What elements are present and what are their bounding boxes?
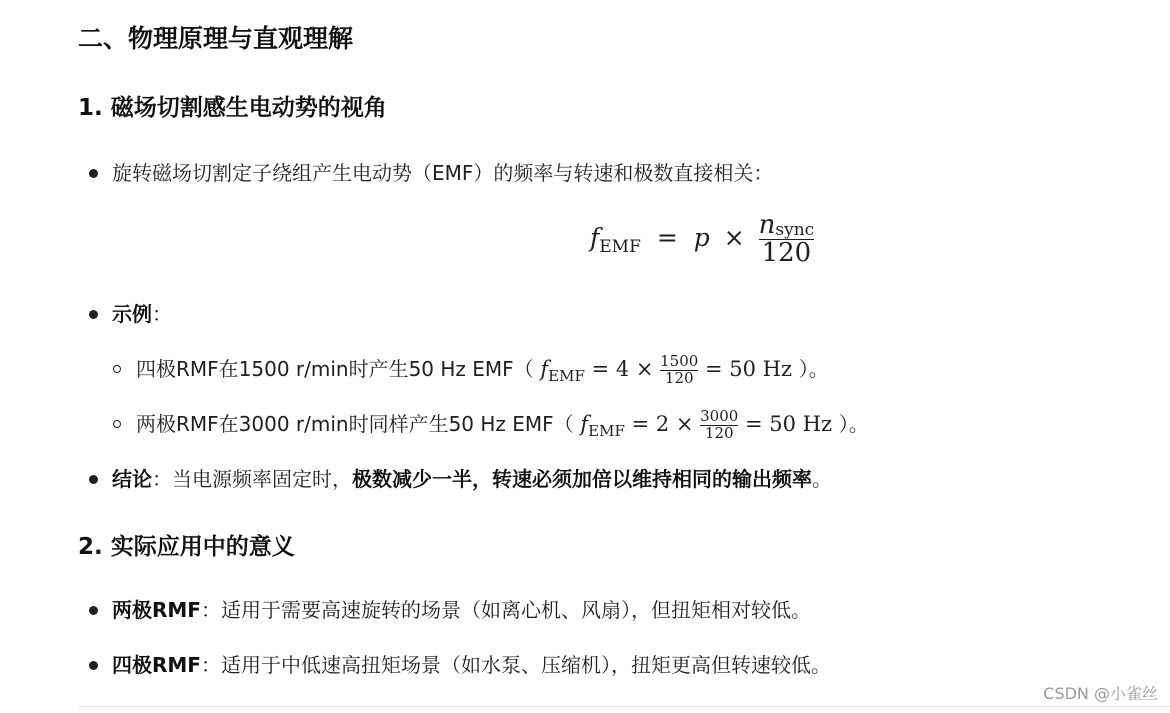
subsection-title-1: 1. 磁场切割感生电动势的视角 — [78, 95, 387, 121]
ex2-end: = 50 Hz — [738, 412, 833, 436]
formula-f: f — [590, 223, 600, 252]
two-pole-label: 两极RMF — [112, 598, 201, 622]
conclusion-end: 。 — [812, 467, 832, 491]
ex2-tail: ）。 — [838, 412, 869, 436]
divider — [78, 706, 1170, 707]
ex1-text: 四极RMF在1500 r/min时产生50 Hz EMF（ — [136, 357, 534, 381]
ex1-fraction — [660, 354, 698, 387]
example-colon: ： — [152, 302, 172, 326]
example-two-pole — [136, 409, 869, 442]
conclusion-plain: 当电源频率固定时， — [172, 467, 352, 491]
ex2-f-sub: EMF — [588, 422, 625, 440]
formula-emf — [590, 208, 814, 271]
four-pole-label: 四极RMF — [112, 653, 201, 677]
formula-den: 120 — [761, 238, 812, 268]
ex2-text: 两极RMF在3000 r/min时同样产生50 Hz EMF（ — [136, 412, 574, 436]
bullet-dot — [89, 606, 98, 615]
ex1-f: f — [540, 357, 549, 381]
conclusion-line — [112, 464, 832, 494]
bullet-emf-description: 旋转磁场切割定子绕组产生电动势（EMF）的频率与转速和极数直接相关： — [112, 161, 774, 185]
formula-p: p — [693, 223, 710, 252]
ex1-den: 120 — [664, 369, 694, 387]
ex2-f: f — [580, 412, 589, 436]
example-line — [112, 299, 172, 329]
ex1-end: = 50 Hz — [698, 357, 793, 381]
ex2-fraction — [700, 409, 738, 442]
example-label: 示例 — [112, 302, 152, 326]
conclusion-label: 结论 — [112, 467, 152, 491]
subsection-title-2: 2. 实际应用中的意义 — [78, 534, 295, 560]
ex1-tail: ）。 — [798, 357, 829, 381]
ex2-num: 3000 — [700, 407, 739, 426]
sub-bullet-circle — [113, 420, 121, 428]
section-title: 二、物理原理与直观理解 — [78, 24, 354, 53]
ex1-mid: = 4 × — [584, 357, 661, 381]
ex1-f-sub: EMF — [548, 367, 585, 385]
formula-eq: = — [656, 223, 678, 252]
bullet-dot — [89, 310, 98, 319]
ex2-mid: = 2 × — [624, 412, 701, 436]
example-four-pole — [136, 354, 829, 387]
four-pole-line — [112, 650, 831, 680]
conclusion-colon: ： — [152, 467, 172, 491]
formula-times: × — [723, 223, 745, 252]
formula-num: n — [758, 209, 776, 240]
ex1-num: 1500 — [660, 352, 699, 371]
bullet-dot — [89, 661, 98, 670]
watermark: CSDN @小雀丝 — [1043, 684, 1158, 703]
formula-fraction — [758, 209, 815, 268]
bullet-dot — [89, 169, 98, 178]
four-pole-text: ：适用于中低速高扭矩场景（如水泵、压缩机），扭矩更高但转速较低。 — [200, 653, 831, 677]
formula-f-sub: EMF — [599, 237, 641, 257]
conclusion-bold: 极数减少一半，转速必须加倍以维持相同的输出频率 — [352, 467, 812, 491]
formula-num-sub: sync — [775, 219, 815, 240]
two-pole-line — [112, 595, 811, 625]
ex2-den: 120 — [704, 424, 734, 442]
sub-bullet-circle — [113, 365, 121, 373]
two-pole-text: ：适用于需要高速旋转的场景（如离心机、风扇），但扭矩相对较低。 — [200, 598, 811, 622]
bullet-dot — [89, 475, 98, 484]
